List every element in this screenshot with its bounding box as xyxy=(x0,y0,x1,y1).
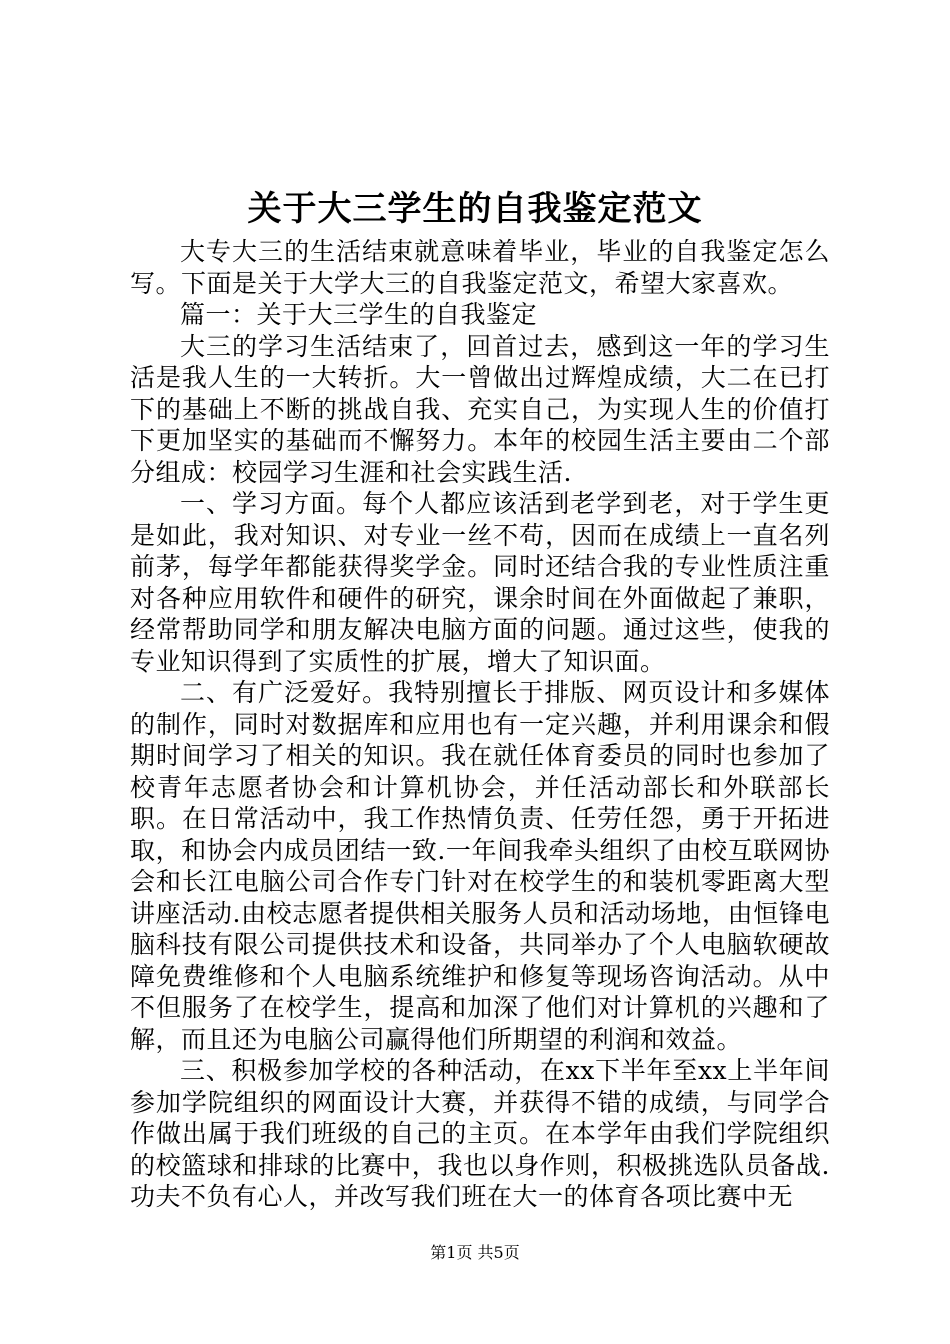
body-paragraph: 一、学习方面。每个人都应该活到老学到老，对于学生更是如此，我对知识、对专业一丝不苟，因而在成绩上一直名列前茅，每学年都能获得奖学金。同时还结合我的专业性质注重对各种应用软件和硬件的研究，课余时间在外面做起了兼职，经常帮助同学和朋友解决电脑方面的问题。通过这些，使我的专业知识得到了实质性的扩展，增大了知识面。 xyxy=(130,489,830,676)
body-paragraph: 二、有广泛爱好。我特别擅长于排版、网页设计和多媒体的制作，同时对数据库和应用也有一定兴趣，并利用课余和假期时间学习了相关的知识。我在就任体育委员的同时也参加了校青年志愿者协会和计算机协会，并任活动部长和外联部长职。在日常活动中，我工作热情负责、任劳任怨，勇于开拓进取，和协会内成员团结一致.一年间我牵头组织了由校互联网协会和长江电脑公司合作专门针对在校学生的和装机零距离大型讲座活动.由校志愿者提供相关服务人员和活动场地，由恒锋电脑科技有限公司提供技术和设备，共同举办了个人电脑软硬故障免费维修和个人电脑系统维护和修复等现场咨询活动。从中不但服务了在校学生，提高和加深了他们对计算机的兴趣和了解，而且还为电脑公司赢得他们所期望的利润和效益。 xyxy=(130,678,830,1054)
document-body xyxy=(130,236,830,1213)
section-heading: 篇一：关于大三学生的自我鉴定 xyxy=(180,300,538,329)
page-number-footer: 第1页 共5页 xyxy=(430,1243,520,1262)
intro-paragraph: 大专大三的生活结束就意味着毕业，毕业的自我鉴定怎么写。下面是关于大学大三的自我鉴定范文，希望大家喜欢。 xyxy=(130,237,830,298)
body-paragraph: 大三的学习生活结束了，回首过去，感到这一年的学习生活是我人生的一大转折。大一曾做出过辉煌成绩，大二在已打下的基础上不断的挑战自我、充实自己，为实现人生的价值打下更加坚实的基础而不懈努力。本年的校园生活主要由二个部分组成：校园学习生涯和社会实践生活. xyxy=(130,331,830,487)
document-title: 关于大三学生的自我鉴定范文 xyxy=(247,189,703,229)
body-paragraph: 三、积极参加学校的各种活动，在xx下半年至xx上半年间参加学院组织的网面设计大赛，并获得不错的成绩，与同学合作做出属于我们班级的自己的主页。在本学年由我们学院组织的校篮球和排球的比赛中，我也以身作则，积极挑选队员备战.功夫不负有心人，并改写我们班在大一的体育各项比赛中无 xyxy=(130,1056,830,1211)
